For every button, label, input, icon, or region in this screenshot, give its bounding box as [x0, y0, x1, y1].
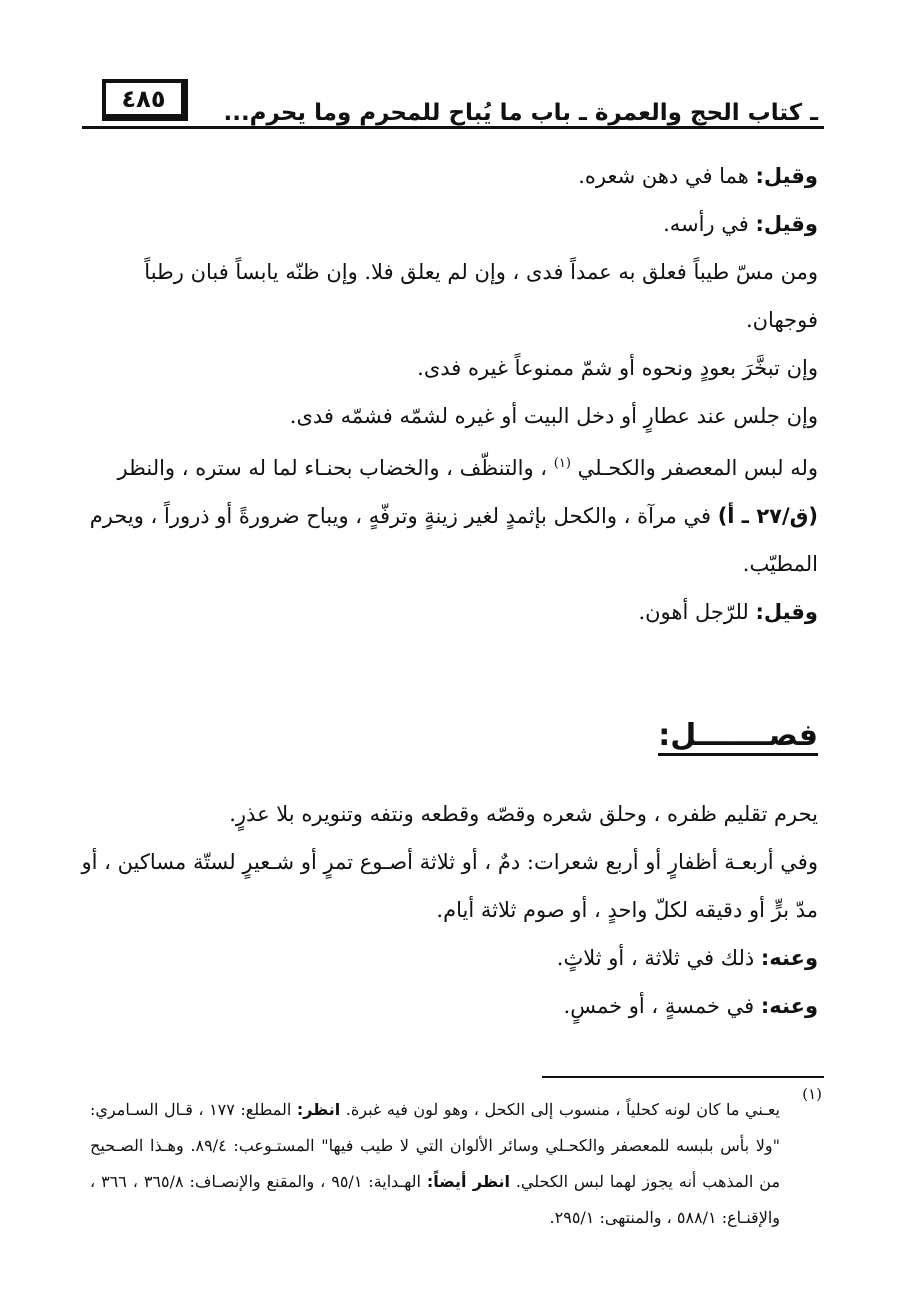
- section-heading: [658, 718, 818, 756]
- footnote-body: المطلع: ١٧٧ ، قـال السـامري: "ولا بأس بلبسه للمعصفر والكحـلي وسائر الألوان التي لا طيب فيها" المستـوعب: ٨٩/٤. وهـذا الصـحيح من المذهب أنه يجوز لهما لبس الكحلي.: [90, 1100, 781, 1191]
- footnote-see-also-label: انظر أيضاً:: [426, 1172, 510, 1191]
- footnote-body: الهـداية: ٩٥/١ ، والمقنع والإنصـاف: ٣٦٥/٨ ، ٣٦٦ ، والإقنـاع: ٥٨٨/١ ، والمنتهى: ٢٩٥/١.: [90, 1172, 780, 1227]
- paragraph-text: هما في دهن شعره.: [578, 164, 756, 188]
- page-number: ٤٨٥: [121, 84, 166, 113]
- paragraph-text: ذلك في ثلاثة ، أو ثلاثٍ.: [556, 946, 761, 970]
- paragraph: [78, 440, 818, 588]
- paragraph: [78, 392, 818, 440]
- paragraph: [78, 934, 818, 982]
- section-text: [78, 790, 818, 1030]
- paragraph-label: وقيل:: [755, 212, 818, 236]
- manuscript-reference: (ق/٢٧ ـ أ): [717, 504, 818, 528]
- footnote-see-label: انظر:: [296, 1100, 341, 1119]
- paragraph-text: في رأسه.: [663, 212, 756, 236]
- paragraph-text: للرّجل أهون.: [638, 600, 756, 624]
- paragraph-label: وعنه:: [760, 994, 818, 1018]
- footnote-body: يعـني ما كان لونه كحلياً ، منسوب إلى الكحل ، وهو لون فيه غبرة.: [340, 1100, 781, 1119]
- footnote-text: [90, 1092, 780, 1236]
- footnote-reference: (١): [553, 456, 571, 471]
- paragraph-text: ومن مسّ طيباً فعلق به عمداً فدى ، وإن لم يعلق فلا. وإن ظنّه يابساً فبان رطباً فوجهان.: [144, 260, 818, 332]
- paragraph: [78, 200, 818, 248]
- paragraph-text: وإن جلس عند عطارٍ أو دخل البيت أو غيره لشمّه فشمّه فدى.: [289, 404, 818, 428]
- footnote-marker: (١): [802, 1085, 822, 1103]
- paragraph: [78, 152, 818, 200]
- paragraph-text: في خمسةٍ ، أو خمسٍ.: [563, 994, 761, 1018]
- paragraph-text: وله لبس المعصفر والكحـلي: [577, 456, 818, 480]
- paragraph: [78, 838, 818, 934]
- paragraph-text: وفي أربعـة أظفارٍ أو أربع شعرات: دمٌ ، أو ثلاثة أصـوع تمرٍ أو شـعيرٍ لستّة مساكين ، أو مدّ برٍّ أو دقيقه لكلّ واحدٍ ، أو صوم ثلاثة أيام.: [81, 850, 818, 922]
- paragraph: [78, 588, 818, 636]
- header-rule: [82, 126, 824, 129]
- main-text: [78, 152, 818, 636]
- paragraph-label: وعنه:: [760, 946, 818, 970]
- paragraph-text: في مرآة ، والكحل بإثمدٍ لغير زينةٍ وترفّهٍ ، ويباح ضرورةً أو ذروراً ، ويحرم المطيّب.: [89, 504, 818, 576]
- paragraph: [78, 344, 818, 392]
- running-header-title: ـ كتاب الحج والعمرة ـ باب ما يُباح للمحرم وما يحرم...: [223, 100, 818, 126]
- paragraph-text: يحرم تقليم ظفره ، وحلق شعره وقصّه وقطعه ونتفه وتنويره بلا عذرٍ.: [229, 802, 818, 826]
- paragraph: [78, 248, 818, 344]
- paragraph-label: وقيل:: [755, 600, 818, 624]
- section-heading-text: فصـــــــل:: [658, 718, 818, 756]
- paragraph-label: وقيل:: [755, 164, 818, 188]
- paragraph-text: ، والتنظّف ، والخضاب بحنـاء لما له ستره ، والنظر: [117, 456, 554, 480]
- paragraph: [78, 982, 818, 1030]
- paragraph-text: وإن تبخَّرَ بعودٍ ونحوه أو شمّ ممنوعاً غيره فدى.: [417, 356, 818, 380]
- page-number-box: [102, 79, 188, 121]
- paragraph: [78, 790, 818, 838]
- footnote-rule: [542, 1076, 824, 1078]
